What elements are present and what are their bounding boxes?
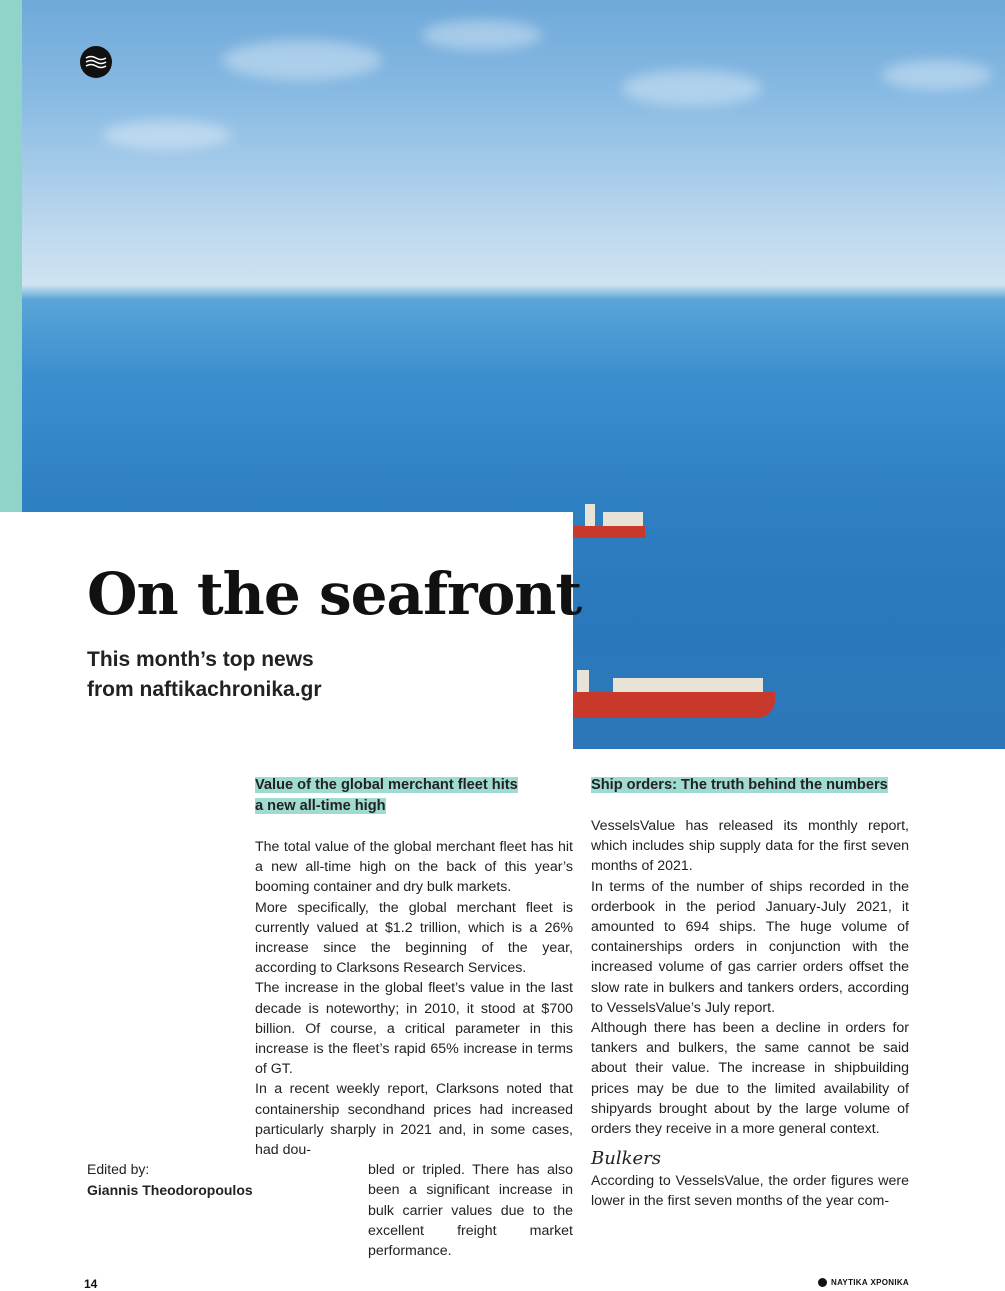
paragraph: More specifically, the global merchant fleet is currently valued at $1.2 trillion, which is a 26% increase since the beginning of the year, according to Clarksons Research Services. bbox=[255, 899, 573, 977]
subhead-bulkers: Bulkers bbox=[591, 1148, 661, 1170]
headline-line: Ship orders: The truth behind the numbers bbox=[591, 777, 888, 793]
paragraph: In terms of the number of ships recorded in the orderbook in the period January-July 2021, it amounted to 694 ships. The huge volume of containerships orders in conjunction with the increased volume of gas carrier orders offset the slow rate in bulkers and tankers orders, according to VesselsValue’s July report. bbox=[591, 878, 909, 1016]
cloud bbox=[102, 120, 232, 150]
cloud bbox=[222, 40, 382, 80]
cloud bbox=[882, 60, 992, 90]
paragraph: In a recent weekly report, Clarksons noted that containership secondhand prices had increased particularly sharply in 2021 and, in some cases, had dou- bbox=[255, 1081, 573, 1159]
article-left-headline bbox=[255, 775, 573, 817]
cloud bbox=[622, 70, 762, 106]
footer-brand bbox=[818, 1278, 909, 1287]
ship-small bbox=[573, 500, 648, 542]
paragraph: According to VesselsValue, the order figures were lower in the first seven months of the year com- bbox=[591, 1173, 909, 1210]
paragraph-continuation: bled or tripled. There has also been a significant increase in bulk carrier values due to the excellent freight market performance. bbox=[368, 1162, 573, 1260]
page-number: 14 bbox=[84, 1277, 98, 1291]
waves-icon bbox=[85, 55, 107, 69]
paragraph: The increase in the global fleet’s value in the last decade is noteworthy; in 2010, it stood at $700 billion. Of course, a critical parameter in this increase is the fleet’s rapid 65% increase in terms of GT. bbox=[255, 980, 573, 1078]
article-right-headline bbox=[591, 775, 909, 796]
accent-strip bbox=[0, 0, 22, 512]
headline-line: Value of the global merchant fleet hits bbox=[255, 777, 518, 793]
editor-name: Giannis Theodoropoulos bbox=[87, 1182, 253, 1198]
page-title: On the seafront bbox=[87, 560, 582, 628]
editor-label: Edited by: bbox=[87, 1161, 150, 1177]
paragraph: The total value of the global merchant fleet has hit a new all-time high on the back of this year’s booming container and dry bulk markets. bbox=[255, 839, 573, 896]
headline-line: a new all-time high bbox=[255, 798, 386, 814]
page-subtitle bbox=[87, 645, 322, 705]
paragraph: Although there has been a decline in orders for tankers and bulkers, the same cannot be said about their value. The increase in shipbuilding prices may be due to the limited availability of shipyards brought about by the large volume of orders they receive in a more general context. bbox=[591, 1020, 909, 1138]
article-left-column bbox=[255, 775, 573, 1261]
cloud bbox=[422, 20, 542, 50]
subtitle-line: from naftikachronika.gr bbox=[87, 678, 322, 701]
magazine-logo-icon bbox=[80, 46, 112, 78]
brand-logo-icon bbox=[818, 1278, 827, 1287]
editor-credit bbox=[87, 1159, 253, 1201]
paragraph: VesselsValue has released its monthly report, which includes ship supply data for the first seven months of 2021. bbox=[591, 818, 909, 875]
subtitle-line: This month’s top news bbox=[87, 648, 314, 671]
article-right-column bbox=[591, 775, 909, 1212]
ship-large bbox=[573, 662, 778, 722]
title-panel bbox=[0, 512, 573, 749]
brand-name: ΝΑΥΤΙΚΑ ΧΡΟΝΙΚΑ bbox=[831, 1278, 909, 1287]
